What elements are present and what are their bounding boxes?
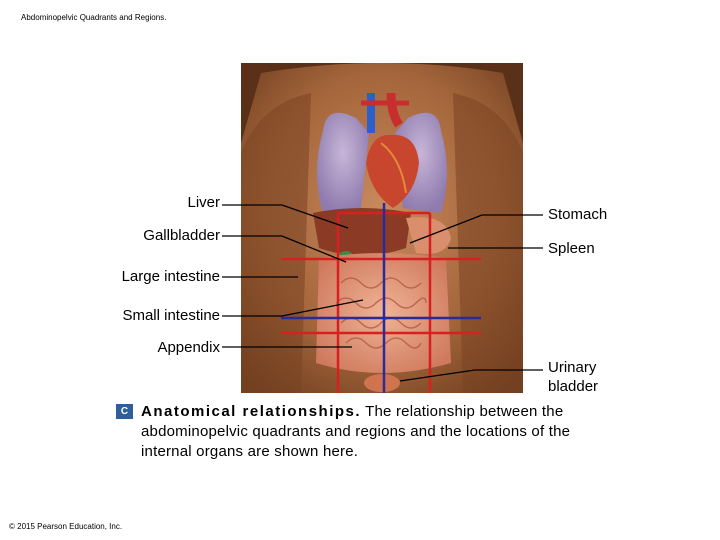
copyright: © 2015 Pearson Education, Inc. (9, 522, 123, 531)
torso-illustration-svg (241, 63, 523, 393)
label-urinary: Urinary (548, 359, 597, 376)
right-arm-shade (453, 93, 523, 393)
label-bladder: bladder (548, 378, 599, 395)
left-arm-shade (241, 93, 311, 393)
caption-lead: Anatomical relationships. (141, 403, 362, 420)
slide-title: Abdominopelvic Quadrants and Regions. (21, 13, 167, 22)
label-appendix: Appendix (157, 339, 220, 356)
label-spleen: Spleen (548, 240, 595, 257)
caption-badge: C (116, 404, 133, 419)
liver (313, 208, 411, 256)
label-small-intestine: Small intestine (122, 307, 220, 324)
label-large-intestine: Large intestine (121, 268, 220, 285)
caption-body: The relationship between the abdominopelvic quadrants and regions and the locations of the internal organs are shown here. (141, 403, 571, 460)
label-stomach: Stomach (548, 206, 608, 223)
right-lung (317, 113, 369, 213)
torso-illustration (241, 63, 523, 393)
figure-caption (141, 402, 601, 462)
urinary-bladder (364, 374, 400, 392)
label-gallbladder: Gallbladder (143, 227, 220, 244)
label-liver: Liver (187, 194, 220, 211)
